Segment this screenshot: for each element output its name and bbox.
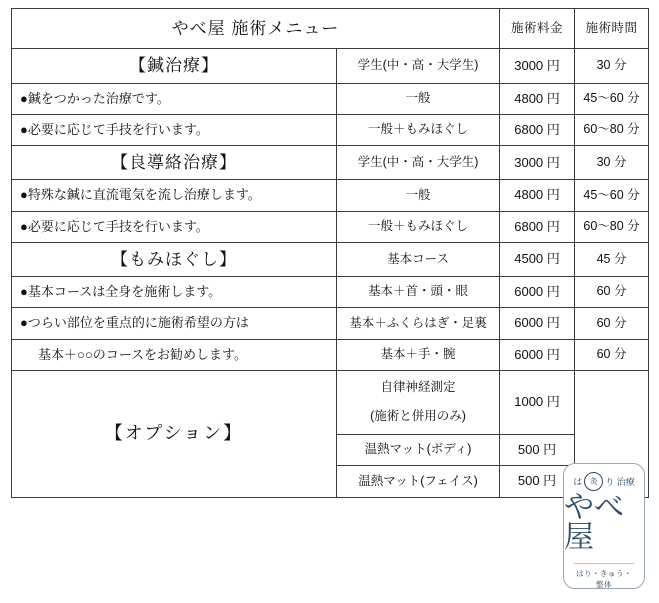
price-value: 500 円 xyxy=(517,473,557,489)
time-cell xyxy=(575,49,649,83)
time-cell xyxy=(575,146,649,180)
time-value: 60 分 xyxy=(596,315,627,330)
price-cell xyxy=(500,180,575,211)
price-cell xyxy=(500,49,575,83)
item-cell xyxy=(337,211,500,242)
time-value: 60〜80 分 xyxy=(583,218,640,233)
time-value: 30 分 xyxy=(596,154,627,169)
price-value: 3000 円 xyxy=(514,154,560,170)
section-note-cell xyxy=(12,308,337,339)
item-label: 温熱マット(フェイス) xyxy=(358,473,478,488)
price-value: 4800 円 xyxy=(514,90,560,106)
section-note-cell xyxy=(12,83,337,114)
table-row xyxy=(12,180,649,211)
item-cell xyxy=(337,308,500,339)
section-note-cell xyxy=(12,339,337,370)
item-cell xyxy=(337,146,500,180)
section-heading: 【鍼治療】 xyxy=(129,56,219,76)
time-value: 60 分 xyxy=(596,284,627,299)
section-heading-cell xyxy=(12,49,337,83)
price-value: 3000 円 xyxy=(514,57,560,73)
logo-subtitle: はり・きゅう・整体 xyxy=(574,563,634,590)
time-header-cell xyxy=(575,9,649,49)
time-cell xyxy=(575,211,649,242)
time-cell xyxy=(575,180,649,211)
item-cell xyxy=(337,180,500,211)
item-cell xyxy=(337,49,500,83)
time-cell xyxy=(575,308,649,339)
item-cell xyxy=(337,435,500,466)
section-note-cell xyxy=(12,114,337,145)
page-title-cell xyxy=(12,9,500,49)
time-cell xyxy=(575,83,649,114)
item-cell xyxy=(337,466,500,497)
table-row xyxy=(12,114,649,145)
item-label-secondary: (施術と併用のみ) xyxy=(370,409,466,424)
time-value: 45〜60 分 xyxy=(583,187,640,202)
price-value: 6000 円 xyxy=(514,346,560,362)
price-value: 6000 円 xyxy=(514,284,560,299)
logo-shop-name: やべ屋 xyxy=(564,491,624,554)
price-cell xyxy=(500,211,575,242)
section-note-cell xyxy=(12,211,337,242)
item-cell xyxy=(337,339,500,370)
price-cell xyxy=(500,308,575,339)
table-row xyxy=(12,146,649,180)
shop-logo xyxy=(563,463,645,589)
table-row xyxy=(12,277,649,308)
logo-top-row xyxy=(573,472,635,491)
section-note-cell xyxy=(12,180,337,211)
section-note: ●基本コースは全身を施術します。 xyxy=(20,284,222,299)
price-value: 4500 円 xyxy=(514,251,560,267)
time-cell xyxy=(575,277,649,308)
section-heading: 【もみほぐし】 xyxy=(111,249,237,269)
item-label: 温熱マット(ボディ) xyxy=(364,442,472,457)
table-row xyxy=(12,211,649,242)
price-cell xyxy=(500,339,575,370)
item-label: 基本＋首・頭・眼 xyxy=(368,284,469,299)
price-cell xyxy=(500,83,575,114)
item-label: 一般＋もみほぐし xyxy=(368,218,469,233)
section-heading: 【良導絡治療】 xyxy=(111,153,237,172)
section-heading-cell xyxy=(12,370,337,497)
item-cell xyxy=(337,277,500,308)
item-label: 基本＋手・腕 xyxy=(380,346,456,361)
section-heading-cell xyxy=(12,146,337,180)
item-cell xyxy=(337,83,500,114)
item-label-group xyxy=(337,371,499,434)
section-note: 基本＋○○のコースをお勧めします。 xyxy=(38,346,248,362)
section-note-cell xyxy=(12,277,337,308)
price-value: 6800 円 xyxy=(514,121,560,137)
price-header-cell xyxy=(500,9,575,49)
price-value: 4800 円 xyxy=(514,187,560,203)
treatment-menu-table xyxy=(11,8,649,498)
logo-top-right-text: り 治療 xyxy=(605,477,635,487)
time-value: 60〜80 分 xyxy=(583,122,640,137)
price-cell xyxy=(500,242,575,276)
price-cell xyxy=(500,277,575,308)
item-cell xyxy=(337,114,500,145)
time-value: 60 分 xyxy=(596,346,627,361)
item-label: 学生(中・高・大学生) xyxy=(357,154,479,169)
item-cell xyxy=(337,370,500,434)
item-label: 一般 xyxy=(405,187,431,202)
time-cell xyxy=(575,339,649,370)
price-value: 1000 円 xyxy=(514,394,560,410)
table-header-row xyxy=(12,9,649,49)
item-label: 一般 xyxy=(405,90,431,105)
time-value: 30 分 xyxy=(596,58,627,73)
item-label: 自律神経測定 xyxy=(380,379,456,394)
time-cell xyxy=(575,242,649,276)
table-row xyxy=(12,370,649,434)
page-title: やべ屋 施術メニュー xyxy=(171,19,340,38)
section-note: ●鍼をつかった治療です。 xyxy=(20,90,170,106)
price-value: 6800 円 xyxy=(514,218,560,234)
section-note: ●必要に応じて手技を行います。 xyxy=(20,218,209,234)
item-label: 一般＋もみほぐし xyxy=(368,122,469,137)
time-value: 45 分 xyxy=(596,251,627,266)
time-header: 施術時間 xyxy=(585,20,638,35)
section-heading-cell xyxy=(12,242,337,276)
item-label: 基本コース xyxy=(387,251,449,266)
price-value: 500 円 xyxy=(517,442,557,457)
table-row xyxy=(12,308,649,339)
item-label: 基本＋ふくらはぎ・足裏 xyxy=(349,315,487,330)
table-row xyxy=(12,339,649,370)
price-value: 6000 円 xyxy=(514,315,560,331)
logo-top-left-text: は xyxy=(573,477,583,487)
table-row xyxy=(12,242,649,276)
item-label: 学生(中・高・大学生) xyxy=(357,58,479,73)
table-row xyxy=(12,49,649,83)
price-cell xyxy=(500,146,575,180)
price-header: 施術料金 xyxy=(511,20,564,35)
section-note: ●つらい部位を重点的に施術希望の方は xyxy=(20,315,249,331)
table-row xyxy=(12,83,649,114)
section-note: ●必要に応じて手技を行います。 xyxy=(20,121,209,137)
item-cell xyxy=(337,242,500,276)
price-cell xyxy=(500,435,575,466)
time-cell xyxy=(575,114,649,145)
price-cell xyxy=(500,370,575,434)
section-heading: 【オプション】 xyxy=(104,423,244,444)
price-cell xyxy=(500,114,575,145)
time-value: 45〜60 分 xyxy=(583,90,640,105)
moxibustion-circle-icon: 灸 xyxy=(584,472,603,491)
section-note: ●特殊な鍼に直流電気を流し治療します。 xyxy=(20,187,261,203)
